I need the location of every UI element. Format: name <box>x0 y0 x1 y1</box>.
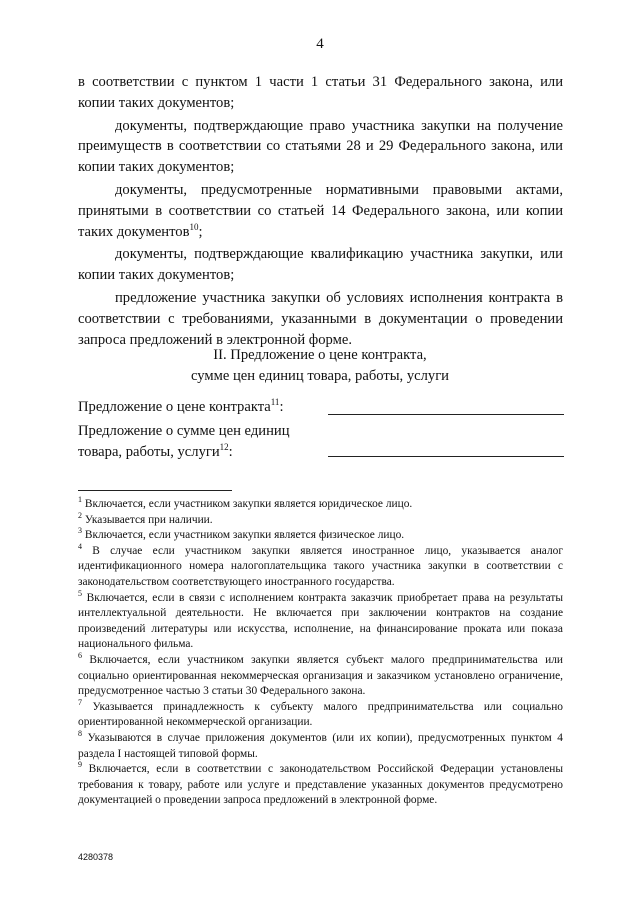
footnote-number: 1 <box>78 495 82 505</box>
footnote-text: В случае если участником закупки является иностранное лицо, указывается аналог идентификационного номера налогоплательщика такого участника закупки в соответствии с законодательством соответствующего иностранного государства. <box>78 544 563 588</box>
footnote-ref-10[interactable]: 10 <box>189 221 199 232</box>
footnote-6 <box>78 653 563 700</box>
footnote-7 <box>78 697 563 731</box>
price-field-label <box>78 397 284 418</box>
sum-label-text: товара, работы, услуги <box>78 443 220 460</box>
document-code: 4280378 <box>78 852 114 862</box>
footnote-2 <box>78 510 563 529</box>
footnote-number: 7 <box>78 697 82 707</box>
footnote-number: 8 <box>78 729 82 739</box>
section-heading-line-1: II. Предложение о цене контракта, <box>213 347 427 363</box>
footnote-5 <box>78 588 563 653</box>
paragraph-1: в соответствии с пунктом 1 части 1 статьи 31 Федерального закона, или копии таких документов; <box>78 74 563 111</box>
footnote-number: 3 <box>78 526 82 536</box>
footnote-8 <box>78 731 563 762</box>
sum-label-suffix: : <box>228 443 233 460</box>
paragraph-5: предложение участника закупки об условиях исполнения контракта в соответствии с требованиями, указанными в документации о проведении запроса предложений в электронной форме. <box>78 289 563 348</box>
footnote-1 <box>78 497 563 513</box>
price-input-line[interactable] <box>328 414 564 415</box>
footnote-text: Включается, если участником закупки является юридическое лицо. <box>84 498 413 510</box>
sum-field-label <box>78 421 290 463</box>
paragraph-3-text: документы, предусмотренные нормативными правовыми актами, принятыми в соответствии со статьей 14 Федерального закона, или копии таких документов <box>78 181 563 240</box>
footnote-text: Указываются в случае приложения документов (или их копии), предусмотренных пунктом 4 раздела I настоящей типовой формы. <box>78 731 563 760</box>
footnotes <box>78 497 563 809</box>
footnote-9 <box>78 762 563 809</box>
paragraph-3 <box>78 180 563 242</box>
footnote-number: 4 <box>78 541 82 551</box>
footnote-text: Включается, если в связи с исполнением контракта заказчик приобретает права на результаты интеллектуальной деятельности. Не включается при заключении контрактов на создание произведений литературы или искусства, исполнение, на финансирование проката или показа национального фильма. <box>78 591 563 651</box>
footnote-text: Указывается при наличии. <box>84 513 213 526</box>
section-heading <box>0 345 640 387</box>
footnote-number: 9 <box>78 760 82 770</box>
price-label-text: Предложение о цене контракта <box>78 399 271 415</box>
footnote-text: Включается, если участником закупки является субъект малого предпринимательства или социально ориентированная некоммерческая организация и заказчиком установлено ограничение, предусмотренное частью 3 статьи 30 Федерального закона. <box>78 653 563 698</box>
sum-label-line-2 <box>78 442 290 463</box>
paragraph-4: документы, подтверждающие квалификацию участника закупки, или копии таких документов; <box>78 246 563 284</box>
footnote-text: Указывается принадлежность к субъекту малого предпринимательства или социально ориентированной некоммерческой организации. <box>78 700 563 729</box>
footnote-text: Включается, если в соответствии с законодательством Российской Федерации установлены требования к товару, работе или услуге и представление указанных документов предусмотрено документацией о проведении запроса предложений в электронной форме. <box>78 763 563 807</box>
paragraph-2: документы, подтверждающие право участника закупки на получение преимуществ в соответствии со статьями 28 и 29 Федерального закона, или копии таких документов; <box>78 117 563 176</box>
footnote-number: 2 <box>78 510 82 520</box>
page-number: 4 <box>316 36 324 52</box>
footnote-3 <box>78 528 563 544</box>
footnote-number: 5 <box>78 588 82 598</box>
body-text <box>78 72 563 352</box>
footnote-separator <box>78 490 232 491</box>
footnote-ref-12[interactable]: 12 <box>219 441 229 452</box>
sum-input-line[interactable] <box>328 456 564 457</box>
footnote-number: 6 <box>78 651 82 661</box>
paragraph-3-end: ; <box>198 223 203 240</box>
footnote-ref-11[interactable]: 11 <box>270 397 280 408</box>
section-heading-line-2: сумме цен единиц товара, работы, услуги <box>191 367 449 384</box>
footnote-4 <box>78 541 563 591</box>
footnote-text: Включается, если участником закупки является физическое лицо. <box>84 529 405 542</box>
price-label-suffix: : <box>279 399 284 415</box>
sum-label-line-1: Предложение о сумме цен единиц <box>78 423 290 439</box>
